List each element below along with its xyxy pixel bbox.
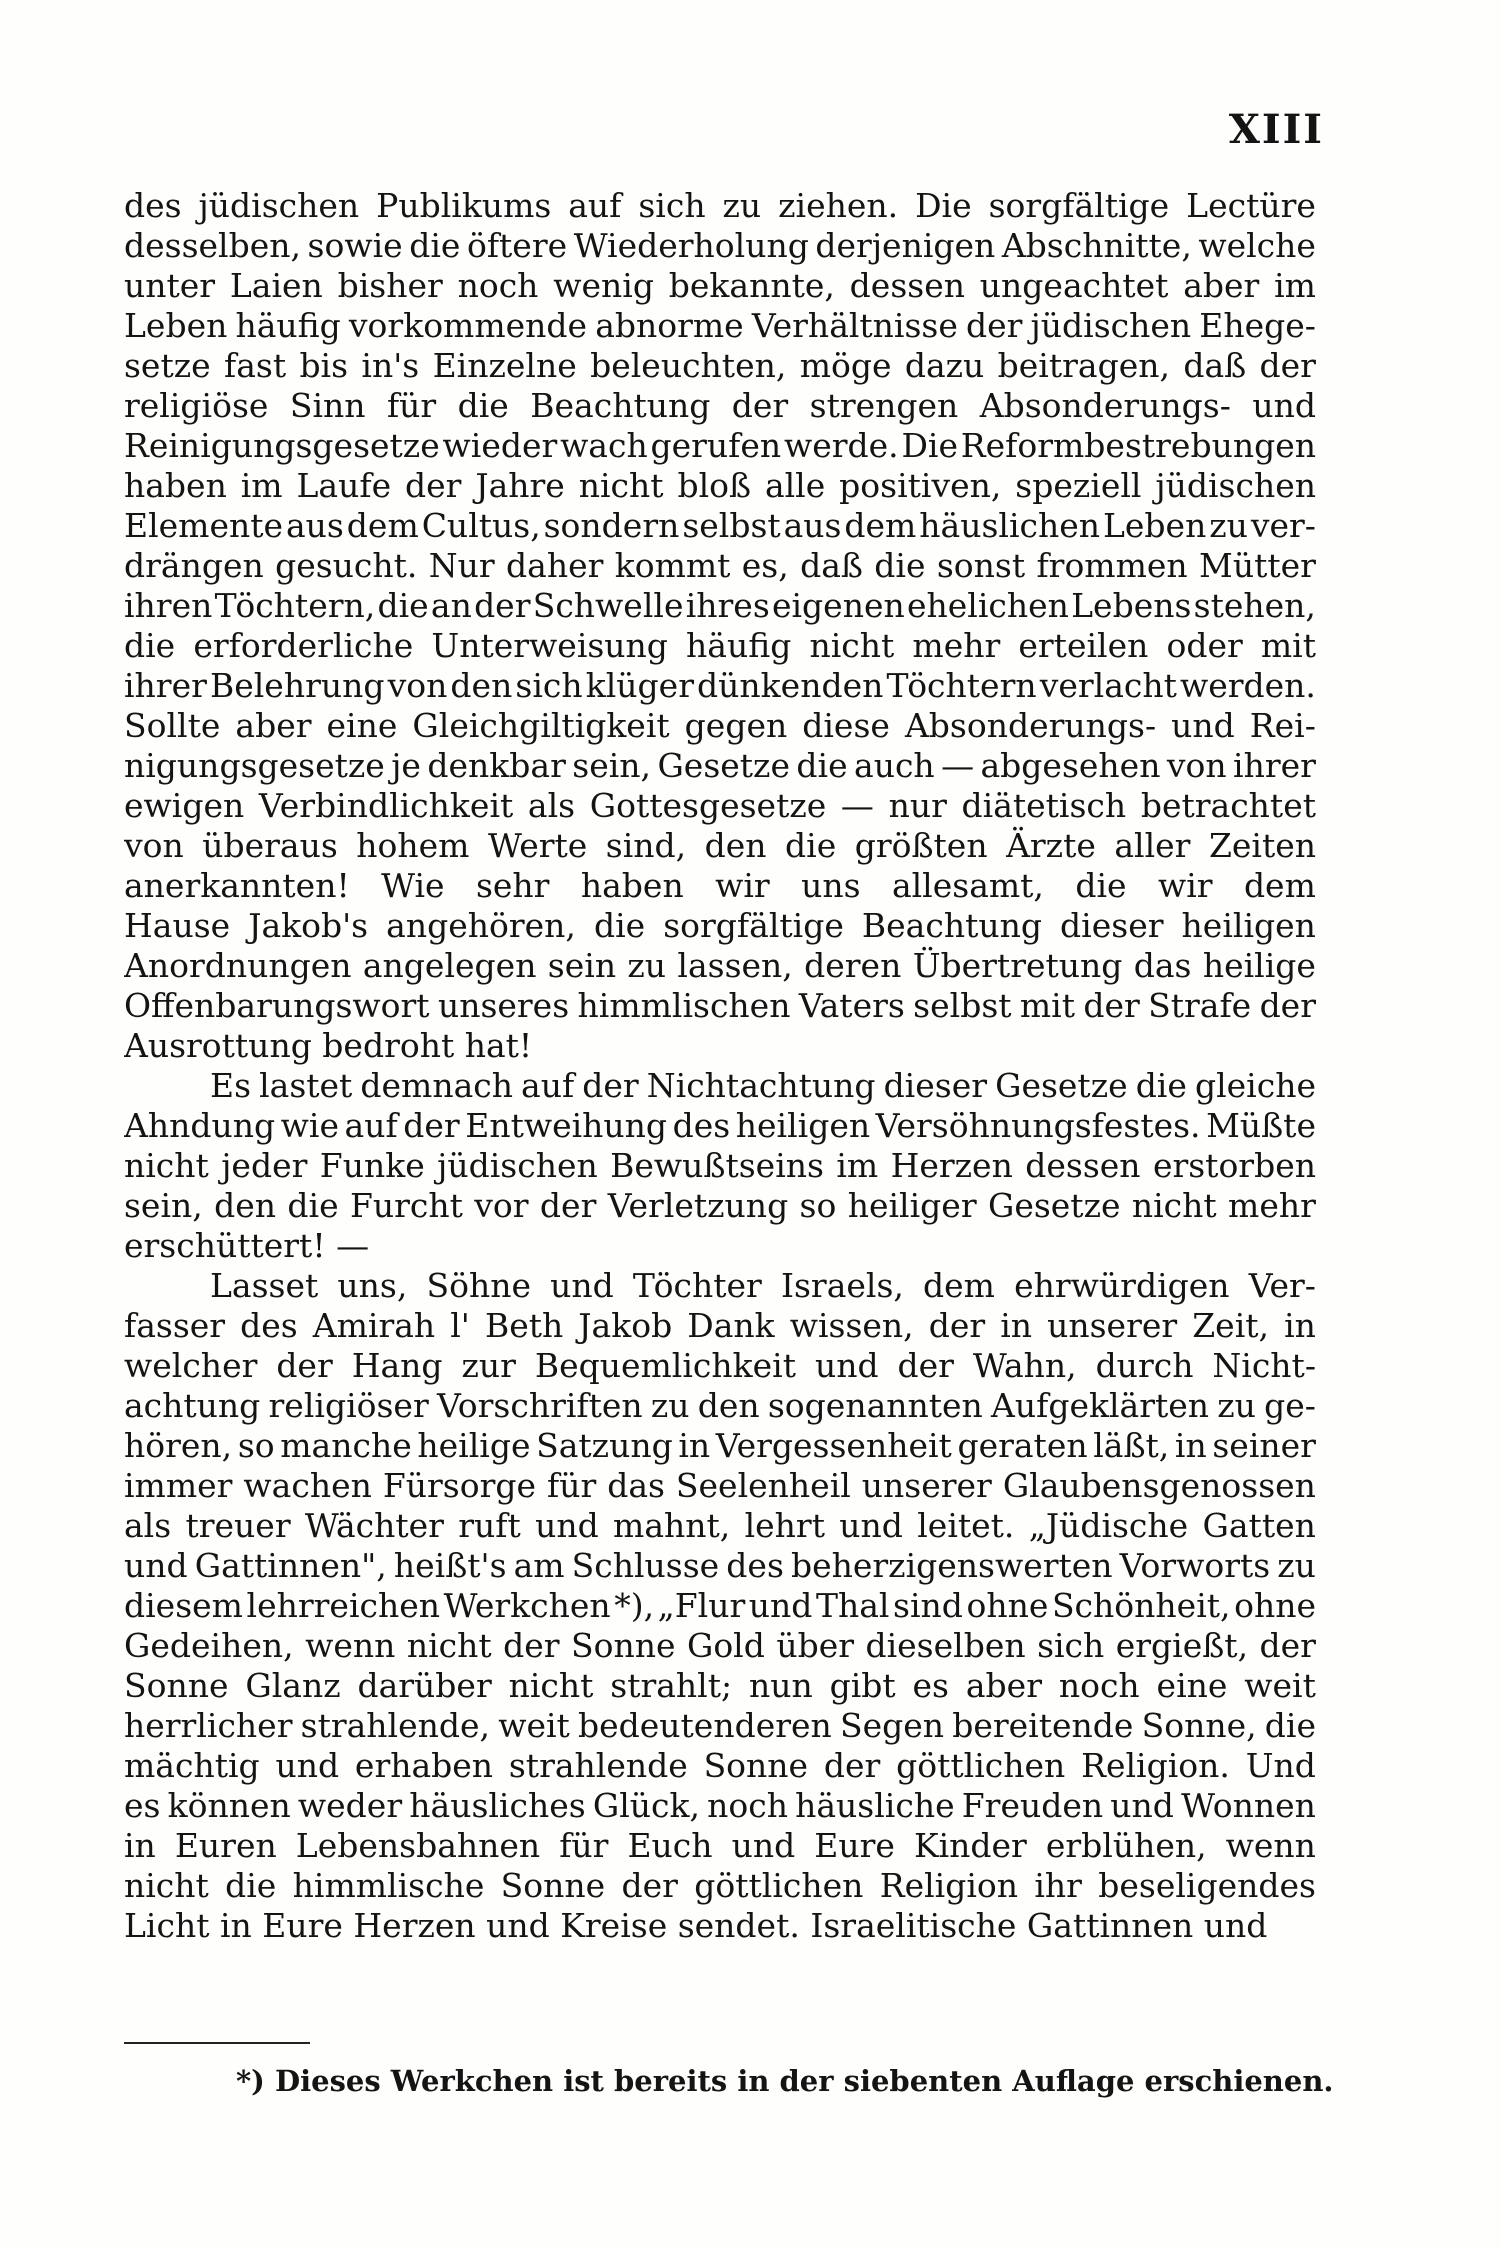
text-line: ihrer Belehrung von den sich klüger dünkenden Töchtern verlacht werden. xyxy=(124,666,1316,705)
text-line: Reinigungsgesetze wieder wach gerufen werde. Die Reformbestrebungen xyxy=(124,426,1316,465)
text-line: unter Laien bisher noch wenig bekannte, dessen ungeachtet aber im xyxy=(124,266,1316,305)
text-line: welcher der Hang zur Bequemlichkeit und der Wahn, durch Nicht- xyxy=(124,1346,1316,1385)
text-line: Licht in Eure Herzen und Kreise sendet. Israelitische Gattinnen und xyxy=(124,1906,1268,1945)
text-line: desselben, sowie die öftere Wiederholung derjenigen Abschnitte, welche xyxy=(124,226,1316,265)
text-line: ihren Töchtern, die an der Schwelle ihres eigenen ehelichen Lebens stehen, xyxy=(124,586,1316,625)
text-line: nicht die himmlische Sonne der göttlichen Religion ihr beseligendes xyxy=(124,1866,1316,1905)
text-line: Es lastet demnach auf der Nichtachtung dieser Gesetze die gleiche xyxy=(210,1066,1316,1105)
text-line: Gedeihen, wenn nicht der Sonne Gold über dieselben sich ergießt, der xyxy=(124,1626,1316,1665)
text-line: religiöse Sinn für die Beachtung der strengen Absonderungs- und xyxy=(124,386,1316,425)
text-line: Ahndung wie auf der Entweihung des heiligen Versöhnungsfestes. Müßte xyxy=(124,1106,1316,1145)
text-line: immer wachen Fürsorge für das Seelenheil unserer Glaubensgenossen xyxy=(124,1466,1316,1505)
text-line: Anordnungen angelegen sein zu lassen, deren Übertretung das heilige xyxy=(124,946,1316,985)
text-line: Ausrottung bedroht hat! xyxy=(124,1026,533,1065)
text-line: als treuer Wächter ruft und mahnt, lehrt und leitet. „Jüdische Gatten xyxy=(124,1506,1316,1545)
text-line: anerkannten! Wie sehr haben wir uns allesamt, die wir dem xyxy=(124,866,1316,905)
text-line: es können weder häusliches Glück, noch häusliche Freuden und Wonnen xyxy=(124,1786,1316,1825)
text-line: Sonne Glanz darüber nicht strahlt; nun gibt es aber noch eine weit xyxy=(124,1666,1316,1705)
text-line: sein, den die Furcht vor der Verletzung so heiliger Gesetze nicht mehr xyxy=(124,1186,1316,1225)
text-line: nicht jeder Funke jüdischen Bewußtseins im Herzen dessen erstorben xyxy=(124,1146,1316,1185)
page-number: XIII xyxy=(1228,106,1324,153)
text-line: drängen gesucht. Nur daher kommt es, daß die sonst frommen Mütter xyxy=(124,546,1316,585)
text-line: hören, so manche heilige Satzung in Vergessenheit geraten läßt, in seiner xyxy=(124,1426,1316,1465)
text-line: ewigen Verbindlichkeit als Gottesgesetze — nur diätetisch betrachtet xyxy=(124,786,1316,825)
text-line: Offenbarungswort unseres himmlischen Vaters selbst mit der Strafe der xyxy=(124,986,1316,1025)
text-line: diesem lehrreichen Werkchen *), „Flur und Thal sind ohne Schönheit, ohne xyxy=(124,1586,1316,1625)
text-line: und Gattinnen", heißt's am Schlusse des beherzigenswerten Vorworts zu xyxy=(124,1546,1316,1585)
body-text xyxy=(124,186,1316,1946)
text-line: nigungsgesetze je denkbar sein, Gesetze die auch — abgesehen von ihrer xyxy=(124,746,1316,785)
text-line: haben im Laufe der Jahre nicht bloß alle positiven, speziell jüdischen xyxy=(124,466,1316,505)
text-line: des jüdischen Publikums auf sich zu ziehen. Die sorgfältige Lectüre xyxy=(124,186,1316,225)
text-line: Lasset uns, Söhne und Töchter Israels, dem ehrwürdigen Ver- xyxy=(210,1266,1316,1305)
footnote-divider xyxy=(124,2042,310,2044)
text-line: Hause Jakob's angehören, die sorgfältige Beachtung dieser heiligen xyxy=(124,906,1316,945)
text-line: Elemente aus dem Cultus, sondern selbst aus dem häuslichen Leben zu ver- xyxy=(124,506,1316,545)
text-line: von überaus hohem Werte sind, den die größten Ärzte aller Zeiten xyxy=(124,826,1316,865)
text-line: setze fast bis in's Einzelne beleuchten, möge dazu beitragen, daß der xyxy=(124,346,1316,385)
text-line: in Euren Lebensbahnen für Euch und Eure Kinder erblühen, wenn xyxy=(124,1826,1316,1865)
footnote: *) Dieses Werkchen ist bereits in der siebenten Auflage erschienen. xyxy=(236,2064,1334,2098)
text-line: achtung religiöser Vorschriften zu den sogenannten Aufgeklärten zu ge- xyxy=(124,1386,1316,1425)
text-line: Sollte aber eine Gleichgiltigkeit gegen diese Absonderungs- und Rei- xyxy=(124,706,1316,745)
text-line: mächtig und erhaben strahlende Sonne der göttlichen Religion. Und xyxy=(124,1746,1316,1785)
text-line: fasser des Amirah l' Beth Jakob Dank wissen, der in unserer Zeit, in xyxy=(124,1306,1316,1345)
text-line: die erforderliche Unterweisung häufig nicht mehr erteilen oder mit xyxy=(124,626,1316,665)
text-line: Leben häufig vorkommende abnorme Verhältnisse der jüdischen Ehege- xyxy=(124,306,1316,345)
text-line: erschüttert! — xyxy=(124,1226,370,1265)
text-line: herrlicher strahlende, weit bedeutenderen Segen bereitende Sonne, die xyxy=(124,1706,1316,1745)
